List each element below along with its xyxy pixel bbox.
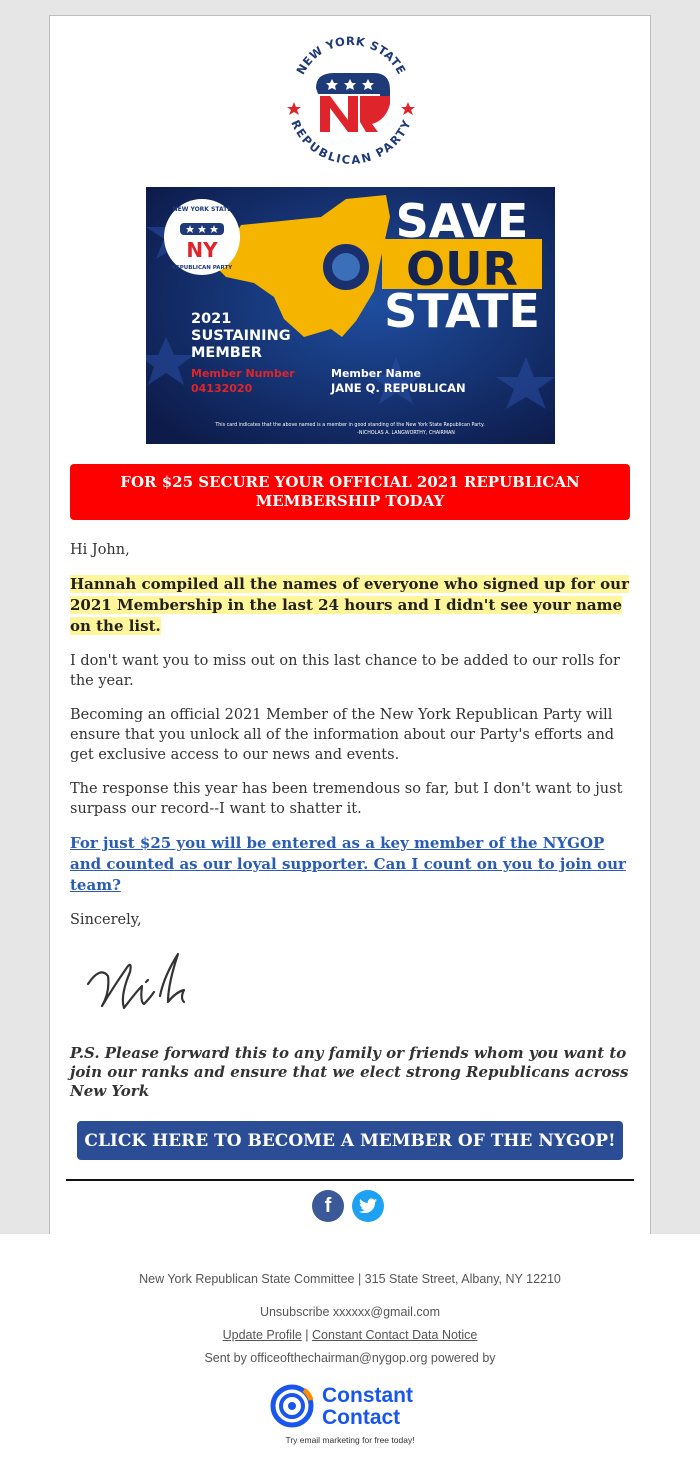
data-notice-link[interactable]: Constant Contact Data Notice	[312, 1328, 478, 1342]
card-member-word: MEMBER	[191, 345, 262, 361]
card-member-number-label: Member Number	[191, 367, 295, 380]
secure-membership-button[interactable]	[70, 464, 630, 520]
closing: Sincerely,	[70, 912, 142, 928]
paragraph-2: Becoming an official 2021 Member of the New York Republican Party will ensure that you unlock all of the information about our Party's efforts and get exclusive access to our news and events.	[70, 707, 615, 763]
card-badge-top: NEW YORK STATE	[172, 206, 232, 213]
footer-unsubscribe[interactable]: Unsubscribe xxxxxx@gmail.com	[259, 1305, 441, 1319]
footer-sent-by: Sent by officeofthechairman@nygop.org powered by	[204, 1351, 496, 1365]
twitter-bird-icon	[359, 1198, 377, 1214]
paragraph-3: The response this year has been tremendous so far, but I don't want to just surpass our record--I want to shatter it.	[70, 781, 623, 817]
footer-tagline[interactable]: Try email marketing for free today!	[285, 1435, 415, 1445]
card-headline-1: SAVE	[395, 194, 529, 248]
card-member-name-label: Member Name	[331, 367, 422, 380]
card-badge-mono: NY	[186, 238, 218, 262]
greeting: Hi John,	[70, 542, 130, 558]
card-headline-3: STATE	[384, 284, 540, 338]
card-member-type: SUSTAINING	[191, 328, 291, 344]
constant-contact-icon	[273, 1387, 311, 1425]
paragraph-1: I don't want you to miss out on this last chance to be added to our rolls for the year.	[70, 653, 620, 689]
card-member-name: JANE Q. REPUBLICAN	[331, 381, 466, 395]
footer-separator: |	[301, 1328, 313, 1342]
join-team-link[interactable]: For just $25 you will be entered as a key member of the NYGOP and counted as our loyal supporter. Can I count on you to join our team?	[70, 834, 626, 894]
become-member-label: CLICK HERE TO BECOME A MEMBER OF THE NYGOP!	[84, 1130, 616, 1151]
card-signature-line: -NICHOLAS A. LANGWORTHY, CHAIRMAN	[357, 431, 455, 436]
letter-body	[70, 540, 630, 944]
membership-card[interactable]	[146, 187, 555, 444]
social-links	[312, 1190, 386, 1222]
constant-contact-logo[interactable]	[270, 1384, 430, 1432]
highlighted-paragraph: Hannah compiled all the names of everyone who signed up for our 2021 Membership in the last 24 hours and I didn't see your name on the list.	[70, 575, 629, 635]
elephant-logo-icon	[316, 73, 390, 132]
card-badge-bottom: REPUBLICAN PARTY	[171, 265, 233, 271]
logo-bottom-text: REPUBLICAN PARTY	[288, 117, 414, 167]
footer-links	[0, 1328, 700, 1342]
facebook-glyph: f	[324, 1194, 332, 1217]
brand-contact: Contact	[322, 1406, 401, 1429]
postscript: P.S. Please forward this to any family or friends whom you want to join our ranks and ensure that we elect strong Republicans across New York	[70, 1044, 629, 1100]
become-member-button[interactable]	[77, 1121, 623, 1160]
card-member-year: 2021	[191, 311, 232, 327]
party-logo	[286, 28, 416, 168]
brand-constant: Constant	[322, 1384, 413, 1407]
email-container	[49, 15, 651, 1236]
logo-top-text: NEW YORK STATE	[293, 33, 409, 77]
card-member-number: 04132020	[191, 382, 253, 395]
update-profile-link[interactable]: Update Profile	[222, 1328, 302, 1342]
email-footer	[0, 1234, 700, 1471]
signature-image	[80, 936, 230, 1016]
secure-membership-label: FOR $25 SECURE YOUR OFFICIAL 2021 REPUBLICAN MEMBERSHIP TODAY	[120, 473, 580, 510]
facebook-icon[interactable]	[312, 1190, 344, 1222]
svg-text:NEW YORK STATE	[293, 34, 408, 77]
footer-address: New York Republican State Committee | 315 State Street, Albany, NY 12210	[139, 1272, 561, 1286]
divider	[66, 1179, 634, 1181]
twitter-icon[interactable]	[352, 1190, 384, 1222]
card-footnote: This card indicates that the above named is a member in good standing of the New York State Republican Party.	[215, 423, 485, 428]
card-headline-2: OUR	[406, 242, 518, 296]
